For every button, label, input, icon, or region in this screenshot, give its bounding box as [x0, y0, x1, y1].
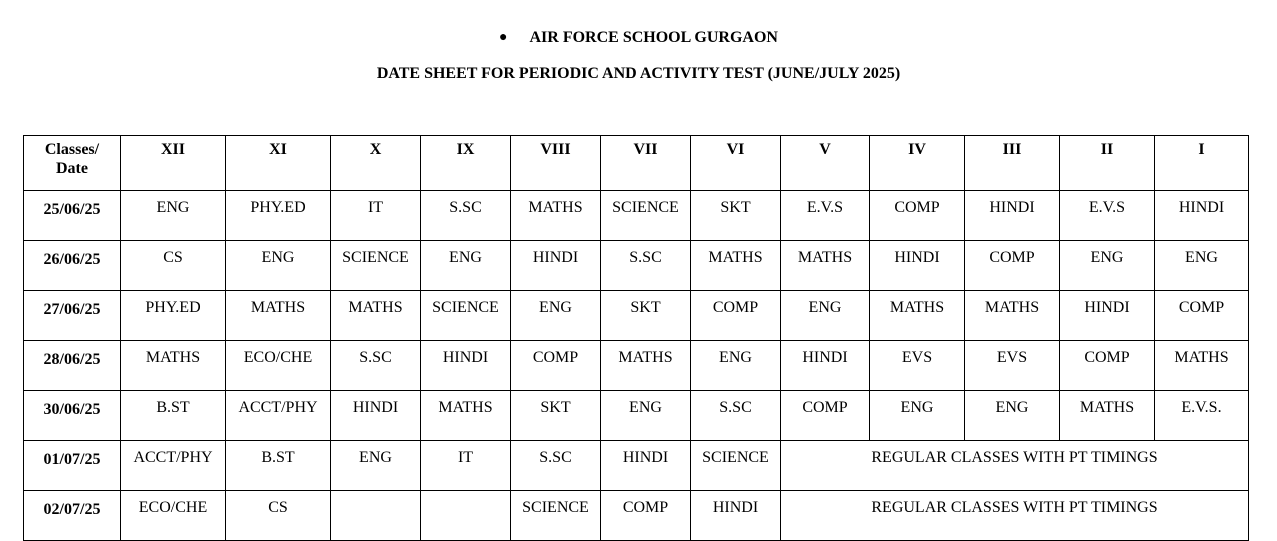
subject-cell: COMP — [601, 491, 691, 541]
row-date: 01/07/25 — [24, 441, 121, 491]
date-sheet-title: DATE SHEET FOR PERIODIC AND ACTIVITY TEST (JUNE/JULY 2025) — [376, 65, 901, 82]
subject-cell: ENG — [781, 291, 870, 341]
subject-cell: HINDI — [601, 441, 691, 491]
subject-cell: EVS — [965, 341, 1060, 391]
table-row — [24, 391, 1249, 441]
subject-cell: COMP — [781, 391, 870, 441]
subject-cell: COMP — [691, 291, 781, 341]
subject-cell: SKT — [511, 391, 601, 441]
row-date: 27/06/25 — [24, 291, 121, 341]
subject-cell: ENG — [965, 391, 1060, 441]
subject-cell: SCIENCE — [691, 441, 781, 491]
subject-cell: ENG — [691, 341, 781, 391]
subject-cell: SKT — [601, 291, 691, 341]
subject-cell: HINDI — [870, 241, 965, 291]
subject-cell — [331, 491, 421, 541]
subject-cell: B.ST — [226, 441, 331, 491]
subject-cell: E.V.S. — [1155, 391, 1249, 441]
subject-cell: HINDI — [965, 191, 1060, 241]
subject-cell: ENG — [421, 241, 511, 291]
subject-cell: SCIENCE — [421, 291, 511, 341]
subject-cell: SKT — [691, 191, 781, 241]
table-row — [24, 191, 1249, 241]
column-header: I — [1155, 136, 1249, 191]
subject-cell: S.SC — [511, 441, 601, 491]
subject-cell: MATHS — [331, 291, 421, 341]
subject-cell: MATHS — [226, 291, 331, 341]
subject-cell: MATHS — [1060, 391, 1155, 441]
subject-cell: SCIENCE — [331, 241, 421, 291]
subject-cell: S.SC — [331, 341, 421, 391]
row-date: 28/06/25 — [24, 341, 121, 391]
subject-cell: COMP — [511, 341, 601, 391]
subject-cell: ENG — [870, 391, 965, 441]
subject-cell: HINDI — [421, 341, 511, 391]
subject-cell: S.SC — [691, 391, 781, 441]
table-row — [24, 491, 1249, 541]
subject-cell: PHY.ED — [121, 291, 226, 341]
row-date: 26/06/25 — [24, 241, 121, 291]
regular-classes-note: REGULAR CLASSES WITH PT TIMINGS — [781, 441, 1249, 491]
subject-cell: IT — [421, 441, 511, 491]
subject-cell: PHY.ED — [226, 191, 331, 241]
subject-cell: MATHS — [511, 191, 601, 241]
row-date: 02/07/25 — [24, 491, 121, 541]
column-header: XI — [226, 136, 331, 191]
subject-cell — [421, 491, 511, 541]
column-header: III — [965, 136, 1060, 191]
header-row — [24, 136, 1249, 191]
column-header: V — [781, 136, 870, 191]
subject-cell: CS — [121, 241, 226, 291]
subject-cell: MATHS — [1155, 341, 1249, 391]
subject-cell: IT — [331, 191, 421, 241]
subject-cell: CS — [226, 491, 331, 541]
column-header: IX — [421, 136, 511, 191]
row-date: 30/06/25 — [24, 391, 121, 441]
corner-label-date: Date — [56, 160, 88, 177]
bullet-icon: ● — [499, 30, 508, 45]
school-name — [0, 28, 1277, 49]
subject-cell: HINDI — [331, 391, 421, 441]
table-row — [24, 341, 1249, 391]
subject-cell: MATHS — [870, 291, 965, 341]
column-header: XII — [121, 136, 226, 191]
subject-cell: SCIENCE — [601, 191, 691, 241]
subject-cell: E.V.S — [1060, 191, 1155, 241]
date-sheet-table — [23, 135, 1249, 541]
subject-cell: MATHS — [421, 391, 511, 441]
row-date: 25/06/25 — [24, 191, 121, 241]
corner-header — [24, 136, 121, 191]
table-row — [24, 441, 1249, 491]
regular-classes-note: REGULAR CLASSES WITH PT TIMINGS — [781, 491, 1249, 541]
subject-cell: HINDI — [781, 341, 870, 391]
subject-cell: ECO/CHE — [121, 491, 226, 541]
table-row — [24, 241, 1249, 291]
column-header: IV — [870, 136, 965, 191]
subject-cell: MATHS — [121, 341, 226, 391]
subject-cell: HINDI — [511, 241, 601, 291]
column-header: VII — [601, 136, 691, 191]
subject-cell: MATHS — [965, 291, 1060, 341]
subject-cell: HINDI — [1060, 291, 1155, 341]
subject-cell: ENG — [121, 191, 226, 241]
column-header: VI — [691, 136, 781, 191]
subject-cell: ENG — [331, 441, 421, 491]
subject-cell: MATHS — [601, 341, 691, 391]
subject-cell: COMP — [870, 191, 965, 241]
subject-cell: SCIENCE — [511, 491, 601, 541]
subject-cell: ENG — [1060, 241, 1155, 291]
subject-cell: MATHS — [781, 241, 870, 291]
subject-cell: ENG — [1155, 241, 1249, 291]
subject-cell: S.SC — [601, 241, 691, 291]
subject-cell: ENG — [601, 391, 691, 441]
corner-label-classes: Classes/ — [44, 141, 100, 158]
subject-cell: COMP — [965, 241, 1060, 291]
subject-cell: ACCT/PHY — [226, 391, 331, 441]
subject-cell: B.ST — [121, 391, 226, 441]
table-body — [24, 191, 1249, 541]
subject-cell: HINDI — [1155, 191, 1249, 241]
school-name-text: AIR FORCE SCHOOL GURGAON — [529, 29, 778, 46]
column-header: X — [331, 136, 421, 191]
column-header: VIII — [511, 136, 601, 191]
subject-cell: COMP — [1060, 341, 1155, 391]
subject-cell: EVS — [870, 341, 965, 391]
subject-cell: S.SC — [421, 191, 511, 241]
subject-cell: ECO/CHE — [226, 341, 331, 391]
column-header: II — [1060, 136, 1155, 191]
subject-cell: ENG — [511, 291, 601, 341]
subject-cell: MATHS — [691, 241, 781, 291]
subject-cell: ACCT/PHY — [121, 441, 226, 491]
subject-cell: HINDI — [691, 491, 781, 541]
table-row — [24, 291, 1249, 341]
subject-cell: E.V.S — [781, 191, 870, 241]
subject-cell: COMP — [1155, 291, 1249, 341]
subject-cell: ENG — [226, 241, 331, 291]
